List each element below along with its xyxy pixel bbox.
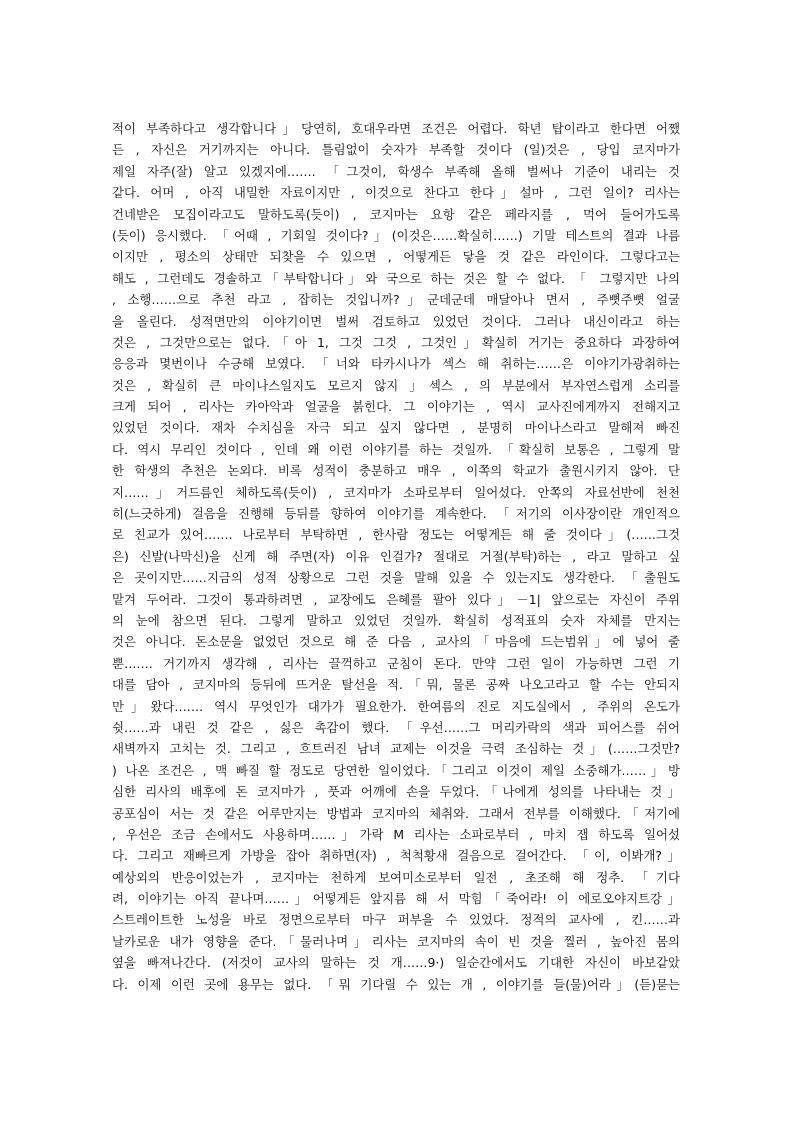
text-line: 크게 되어 , 리사는 카아악과 얼굴을 붉힌다. 그 이야기는 , 역시 교사진에게까지 전해지고: [112, 399, 680, 415]
text-line: 은 곳이지만……지금의 성적 상황으로 그런 것을 말해 있을 수 있는지도 생각한다. 「출원도: [112, 570, 680, 586]
text-line: 쉿……과 내린 것 같은 , 싫은 촉감이 했다. 「우선……그 머리카락의 색과 피어스를 쉬어: [112, 719, 680, 735]
text-line: 은) 신발(나막신)을 신게 해 주면(자) 이유 인걸가? 절대로 거절(부탁)하는 , 라고 말하고 싶: [112, 548, 680, 564]
text-line: (듯이) 응시했다. 「어때 , 기회일 것이다?」(이것은……확실히……) 기말 테스트의 결과 나름: [112, 227, 680, 243]
text-line: 있었던 것이다. 재차 수치심을 자극 되고 싶지 않다면 , 분명히 마이나스라고 말해져 빠진: [112, 420, 680, 436]
text-line: 을 올린다. 성적면만의 이야기이면 벌써 검토하고 있었던 것이다. 그러나 내신이라고 하는: [112, 313, 680, 329]
text-line: 응응과 몇번이나 수긍해 보였다. 「너와 타카시나가 섹스 해 취하는……은 이야기가광취하는: [112, 356, 680, 372]
text-line: 공포심이 서는 것 같은 어루만지는 방법과 코지마의 체취와. 그래서 전부를 이해했다.「저기에: [112, 805, 680, 821]
text-line: 든 , 자신은 거기까지는 아니다. 틀림없이 숫자가 부족할 것이다 (일)것은 , 당입 코지마가: [112, 142, 680, 158]
text-line: 같다. 어머 , 아직 내밀한 자료이지만 , 이것으로 찬다고 한다」설마 , 그런 일이? 리사는: [112, 185, 680, 201]
text-line: 심한 리사의 배후에 돈 코지마가 , 풋과 어깨에 손을 두었다.「나에게 성의를 나타내는 것」: [112, 784, 680, 800]
text-line: 로 친교가 있어……. 나로부터 부탁하면 , 한사람 정도는 어떻게든 해 줄 것이다」(……그것: [112, 527, 680, 543]
text-line: 만」왔다……. 역시 무엇인가 대가가 필요한가. 한여름의 진로 지도실에서 , 주위의 온도가: [112, 698, 680, 714]
text-line: 이지만 , 평소의 상태만 되찾을 수 있으면 , 어떻게든 닿을 것 같은 라인이다. 그렇다고는: [112, 249, 680, 265]
text-line: 것은 , 그것만으로는 없다.「아 1, 그것 그것 , 그것인」확실히 거기는 중요하다 과장하여: [112, 334, 680, 350]
text-line: 적이 부족하다고 생각합니다」당연히, 호대우라면 조건은 어렵다. 학년 탑이라고 한다면 어쨌: [112, 121, 680, 136]
text-line: 의 눈에 참으면 된다. 그렇게 말하고 있었던 것일까. 확실히 성적표의 숫자 자체를 만지는: [112, 612, 680, 628]
text-line: 한 학생의 추천은 논외다. 비록 성적이 충분하고 매우 , 이쪽의 학교가 출원시키지 않아. 단: [112, 463, 680, 479]
text-line: 맡겨 두어라. 그것이 통과하려면 , 교장에도 은혜를 팔아 있다」－1| 앞으로는 자신이 주위: [112, 591, 680, 607]
text-line: 예상외의 반응이었는가 , 코지마는 천하게 보여미소로부터 일전 , 초조해 해 정추. 「기다: [112, 869, 680, 885]
text-line: 건네받은 모집이라고도 말하도록(듯이) , 코지마는 요항 같은 페라지를 , 먹어 들어가도록: [112, 206, 680, 222]
body-text: [112, 118, 680, 995]
text-line: 히(느긋하게) 걸음을 진행해 등뒤를 향하여 이야기를 계속한다. 「저기의 이사장이란 개인적으: [112, 506, 680, 522]
text-line: 려, 이야기는 아직 끝나며……」어떻게든 앞지름 해 서 막힘「죽어라! 이 에로오야지트강」: [112, 891, 680, 907]
text-line: ) 나온 조건은 , 맥 빠질 할 정도로 당연한 일이었다.「그리고 이것이 제일 소중해가……」방: [112, 762, 680, 778]
text-line: 제일 자주(잘) 알고 있겠지에……. 「그것이, 학생수 부족해 올해 벌써나 기준이 내리는 것: [112, 163, 680, 179]
text-line: 것은 아니다. 돈소문을 없었던 것으로 해 준 다음 , 교사의「마음에 드는범위」에 넣어 줄: [112, 634, 680, 650]
text-line: 새벽까지 고치는 것. 그리고 , 흐트러진 남녀 교제는 이것을 극력 조심하는 것」(……그것만?: [112, 741, 680, 757]
text-line: 대를 담아 , 코지마의 등뒤에 뜨거운 탈선을 적.「뭐, 물론 공짜 나오고라고 할 수는 안되지: [112, 677, 680, 693]
text-line: , 우선은 조금 손에서도 사용하며……」가락 M 리사는 소파로부터 , 마치 잽 하도록 일어섰: [112, 826, 680, 842]
text-line: 뿐……. 거기까지 생각해 , 리사는 끌꺽하고 군침이 돈다. 만약 그런 일이 가능하면 그런 기: [112, 655, 680, 671]
text-line: 다. 역시 무리인 것이다 , 인데 왜 이런 이야기를 하는 것일까. 「확실히 보통은 , 그렇게 말: [112, 441, 680, 457]
text-line: , 소행……으로 추천 라고 , 잡히는 것입니까?」군데군데 매달아나 면서 , 주뼛주뼛 얼굴: [112, 292, 680, 308]
text-line: 것은 , 확실히 큰 마이나스일지도 모르지 않지 」섹스 , 의 부분에서 부자연스럽게 소리를: [112, 377, 680, 393]
text-line: 옆을 빠져나간다. (저것이 교사의 말하는 것 개……9·) 일순간에서도 기대한 자신이 바보같았: [112, 955, 680, 971]
text-line: 스트레이트한 노성을 바로 정면으로부터 마구 퍼부을 수 있었다. 정적의 교사에 , 킨……과: [112, 912, 680, 928]
text-line: 다. 그리고 재빠르게 가방을 잡아 취하면(자) , 척척황새 걸음으로 걸어간다. 「이, 이봐개?」: [112, 848, 680, 864]
text-line: 해도 , 그런데도 경솔하고「부탁합니다」와 국으로 하는 것은 할 수 없다. 「 그렇지만 나의: [112, 270, 680, 286]
text-line: 날카로운 내가 영향을 준다.「물러나며」리사는 코지마의 속이 빈 것을 찔러 , 높아진 몸의: [112, 933, 680, 949]
text-line: 다. 이제 이런 곳에 용무는 없다. 「뭐 기다릴 수 있는 개 , 이야기를 들(물)어라」(듣)묻는: [112, 976, 680, 992]
text-line: 지……」거드름인 체하도록(듯이) , 코지마가 소파로부터 일어섰다. 안쪽의 자료선반에 천천: [112, 484, 680, 500]
